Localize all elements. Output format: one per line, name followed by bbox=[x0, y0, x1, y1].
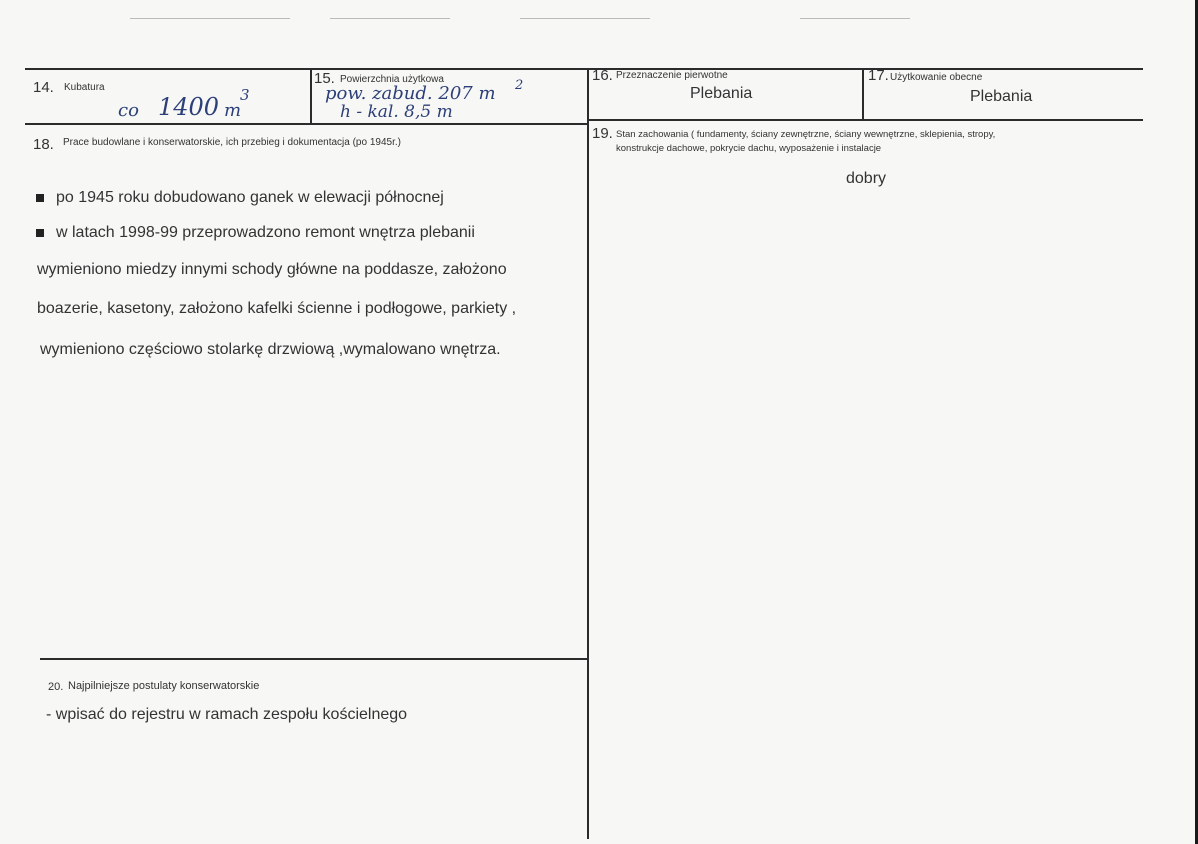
field-18-line-2: boazerie, kasetony, założono kafelki ścienne i podłogowe, parkiety , bbox=[37, 300, 517, 317]
field-14-label: Kubatura bbox=[64, 82, 105, 93]
row-divider-right bbox=[587, 119, 1143, 121]
bullet-square-icon bbox=[36, 194, 44, 202]
f20-top-line bbox=[40, 658, 589, 660]
field-19-value: dobry bbox=[846, 170, 887, 187]
field-18-number: 18. bbox=[33, 136, 54, 153]
field-14-value-amount: 1400 bbox=[158, 93, 220, 121]
field-16-label: Przeznaczenie pierwotne bbox=[616, 70, 728, 81]
field-15-label: Powierzchnia użytkowa bbox=[340, 74, 444, 85]
field-18-bullet-2 bbox=[36, 224, 475, 242]
field-15-number: 15. bbox=[314, 70, 335, 87]
field-18-line-3: wymieniono częściowo stolarkę drzwiową ,wymalowano wnętrza. bbox=[40, 341, 501, 358]
field-20-label: Najpilniejsze postulaty konserwatorskie bbox=[68, 680, 260, 692]
field-14-value-exponent: 3 bbox=[240, 86, 250, 104]
field-14-number: 14. bbox=[33, 79, 54, 96]
f15-top-line bbox=[310, 68, 587, 70]
field-19-label-line1: Stan zachowania ( fundamenty, ściany zewnętrzne, ściany wewnętrzne, sklepienia, stropy, bbox=[616, 129, 996, 140]
field-15-line2: h - kal. 8,5 m bbox=[340, 102, 453, 122]
main-vertical-divider bbox=[587, 68, 589, 839]
field-17-label: Użytkowanie obecne bbox=[890, 72, 983, 83]
field-18-label: Prace budowlane i konserwatorskie, ich przebieg i dokumentacja (po 1945r.) bbox=[63, 137, 401, 148]
field-15-line1: pow. zabud. 207 m bbox=[325, 83, 496, 104]
field-16-value: Plebania bbox=[690, 85, 753, 102]
field-18-line-1: wymieniono miedzy innymi schody główne na poddasze, założono bbox=[37, 261, 507, 278]
field-16-number: 16. bbox=[592, 67, 613, 84]
field-18-bullet-1 bbox=[36, 189, 444, 207]
field-19-label-line2: konstrukcje dachowe, pokrycie dachu, wyposażenie i instalacje bbox=[616, 143, 882, 154]
field-20-value: - wpisać do rejestru w ramach zespołu kościelnego bbox=[46, 706, 408, 723]
field-14-value-prefix: co bbox=[118, 100, 139, 121]
field-15-line1-exponent: 2 bbox=[515, 78, 524, 93]
top-border bbox=[25, 68, 310, 70]
field-19-number: 19. bbox=[592, 125, 613, 142]
field-14-value-unit: m bbox=[224, 100, 242, 121]
bullet-square-icon bbox=[36, 229, 44, 237]
row-divider-left bbox=[25, 123, 587, 125]
divider-16-17 bbox=[862, 68, 864, 120]
field-17-value: Plebania bbox=[970, 88, 1033, 105]
field-17-number: 17. bbox=[868, 67, 889, 84]
field-18-bullet-2-text: w latach 1998-99 przeprowadzono remont wnętrza plebanii bbox=[56, 224, 475, 241]
field-18-bullet-1-text: po 1945 roku dobudowano ganek w elewacji północnej bbox=[56, 189, 444, 206]
divider-14-15 bbox=[310, 68, 312, 124]
field-20-number: 20. bbox=[48, 681, 64, 693]
